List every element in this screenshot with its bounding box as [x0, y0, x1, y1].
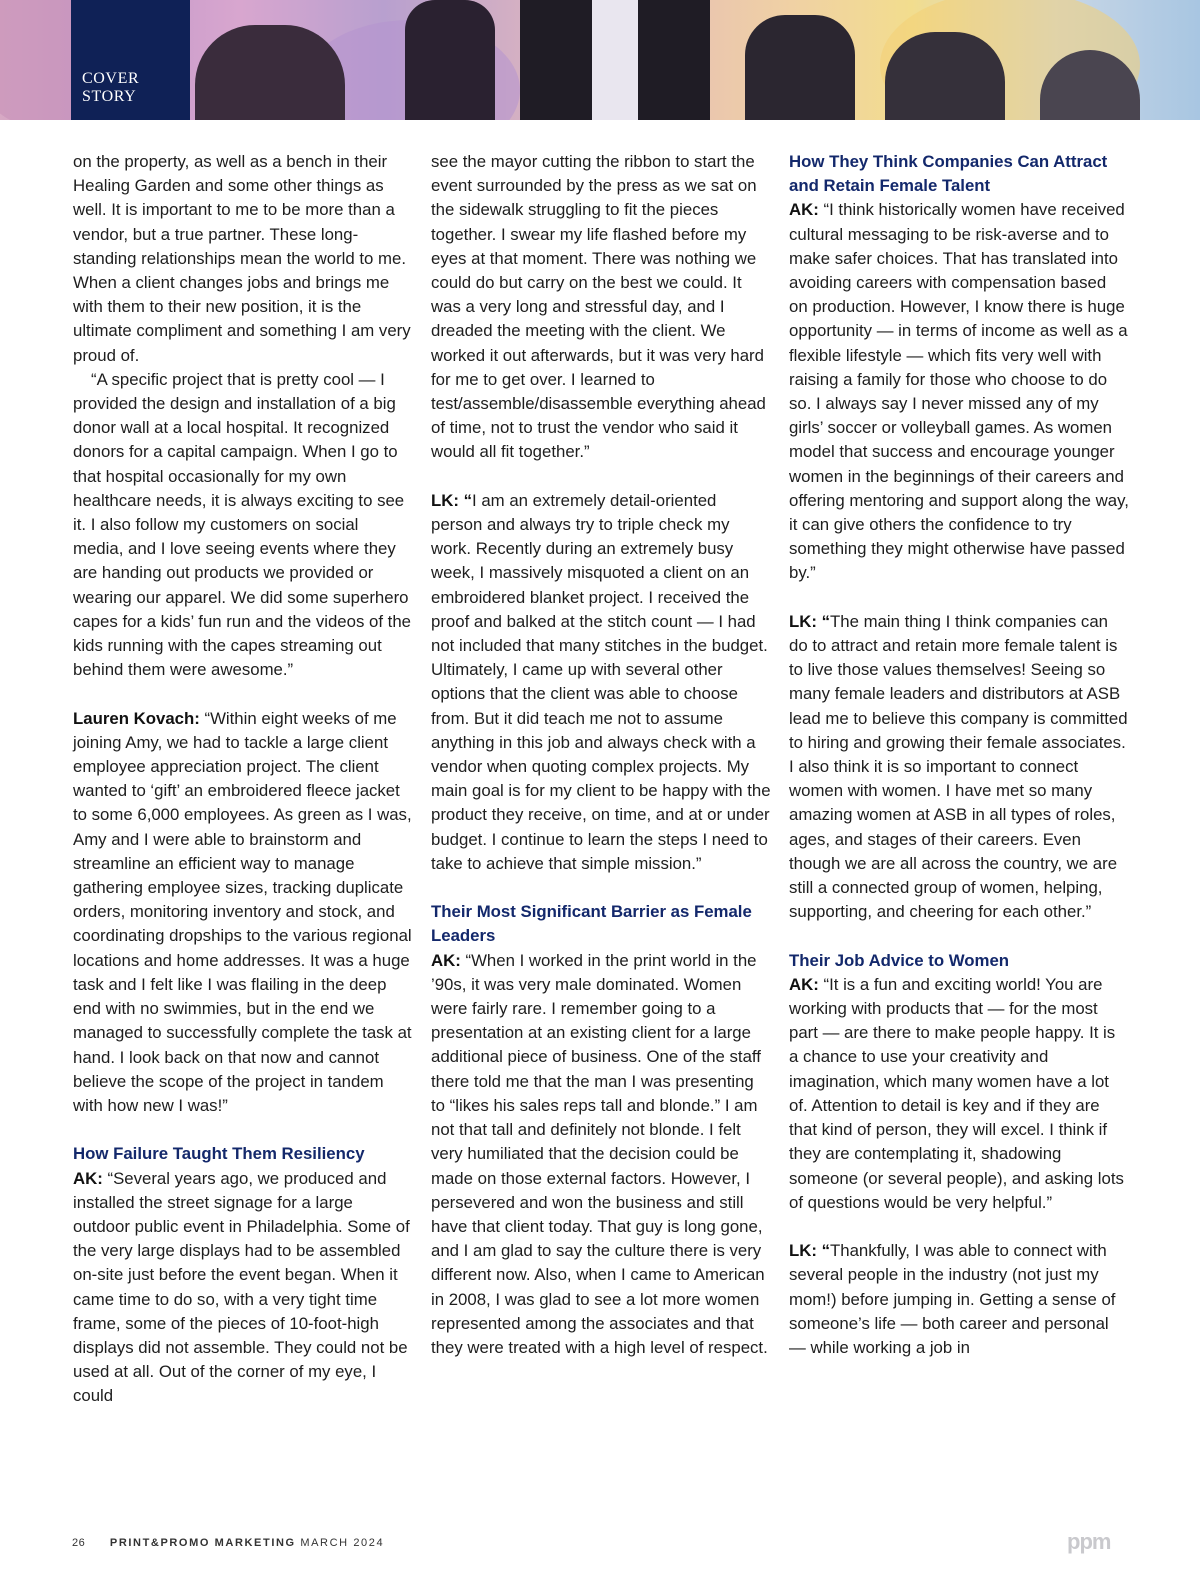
- paragraph-text: “Several years ago, we produced and installed the street signage for a large outdoor public event in Philadelphia. Some of the very large displays had to be assembled on-site just before the event began. When it came time to do so, with a very tight time frame, some of the pieces of 10-foot-high displays did not assemble. They could not be used at all. Out of the corner of my eye, I could: [73, 1168, 410, 1406]
- issue-date: MARCH 2024: [300, 1537, 385, 1549]
- speaker-name: LK: “: [789, 1241, 831, 1261]
- paragraph: [789, 610, 1129, 925]
- paragraph: [789, 973, 1129, 1215]
- paragraph-text: Thankfully, I was able to connect with several people in the industry (not just my mom!) before jumping in. Getting a sense of someone’s life — both career and personal — while working a job in: [789, 1241, 1116, 1357]
- paragraph: see the mayor cutting the ribbon to start the event surrounded by the press as we sat on the sidewalk struggling to fit the pieces together. I swear my life flashed before my eyes at that moment. There was nothing we could do but carry on the best we could. It was a very long and stressful day, and I dreaded the meeting with the client. We worked it out afterwards, but it was very hard for me to get over. I learned to test/assemble/disassemble everything ahead of time, not to trust the vendor who said it would all fit together.”: [431, 152, 766, 462]
- paragraph-text: “Within eight weeks of me joining Amy, we had to tackle a large client employee appreciation project. The client wanted to ‘gift’ an embroidered fleece jacket to some 6,000 employees. As green as I was, Amy and I were able to brainstorm and streamline an efficient way to manage gathering employee sizes, tracking duplicate orders, monitoring inventory and stock, and coordinating dropships to the various regional locations and home addresses. It was a huge task and I felt like I was flailing in the deep end with no swimmies, but in the end we managed to successfully complete the task at hand. I look back on that now and cannot believe the scope of the project in tandem with how new I was!”: [73, 708, 412, 1115]
- article-column-2: [431, 150, 771, 1360]
- paragraph: [789, 1239, 1129, 1360]
- cover-label-line2: STORY: [82, 88, 137, 105]
- banner-silhouette: [885, 32, 1005, 120]
- banner-shirt: [592, 0, 638, 120]
- page-number: 26: [72, 1537, 86, 1549]
- speaker-name: AK:: [789, 974, 819, 994]
- cover-label-line1: COVER: [82, 70, 140, 87]
- magazine-name: PRINT&PROMO MARKETING: [109, 1537, 296, 1549]
- section-heading: How Failure Taught Them Resiliency: [73, 1144, 365, 1164]
- speaker-name: Lauren Kovach:: [73, 708, 200, 728]
- speaker-name: LK: “: [431, 490, 473, 510]
- paragraph: “A specific project that is pretty cool — I provided the design and installation of a big donor wall at a local hospital. It recognized donors for a capital campaign. When I go to that hospital occasionally for my own healthcare needs, it is always exciting to see it. I also follow my customers on social media, and I love seeing events where they are handing out products we provided or wearing our apparel. We did some superhero capes for a kids’ fun run and the videos of the kids running with the capes streaming out behind them were awesome.”: [73, 369, 412, 680]
- paragraph: [431, 489, 771, 876]
- paragraph: [431, 949, 771, 1360]
- speaker-name: AK:: [789, 200, 819, 220]
- speaker-name: AK:: [431, 950, 461, 970]
- banner-silhouette: [745, 15, 855, 120]
- article-column-1: [73, 150, 413, 1409]
- section-heading: Their Most Significant Barrier as Female Leaders: [431, 902, 752, 946]
- paragraph: [73, 1167, 413, 1409]
- section-heading: Their Job Advice to Women: [789, 950, 1010, 970]
- article-column-3: [789, 150, 1129, 1360]
- paragraph: [73, 707, 413, 1118]
- speaker-name: AK:: [73, 1168, 103, 1188]
- banner-silhouette: [195, 25, 345, 120]
- cover-story-label: [71, 0, 190, 120]
- paragraph: on the property, as well as a bench in their Healing Garden and some other things as well. It is important to me to be more than a vendor, but a true partner. These long-standing relationships mean the world to me. When a client changes jobs and brings me with them to their new position, it is the ultimate compliment and something I am very proud of.: [73, 152, 411, 365]
- paragraph-text: “I think historically women have received cultural messaging to be risk-averse and to make safer choices. That has translated into avoiding careers with compensation based on production. However, I know there is huge opportunity — in terms of income as well as a flexible lifestyle — which fits very well with raising a family for those who choose to do so. I always say I never missed any of my girls’ soccer or volleyball games. As women model that success and encourage younger women in the beginnings of their careers and offering mentoring and support along the way, it can give others the confidence to try something they might otherwise have passed by.”: [789, 200, 1129, 583]
- paragraph: [789, 198, 1129, 585]
- page-footer: [72, 1537, 384, 1549]
- section-heading: How They Think Companies Can Attract and Retain Female Talent: [789, 152, 1108, 196]
- paragraph-text: The main thing I think companies can do to attract and retain more female talent is to live those values themselves! Seeing so many female leaders and distributors at ASB lead me to believe this company is committed to hiring and growing their female associates. I also think it is so important to connect women with women. I have met so many amazing women at ASB in all types of roles, ages, and stages of their careers. Even though we are all across the country, we are still a connected group of women, helping, supporting, and cheering for each other.”: [789, 611, 1128, 922]
- paragraph-text: “It is a fun and exciting world! You are working with products that — for the most part — are there to make people happy. It is a chance to use your creativity and imagination, which many women have a lot of. Attention to detail is key and if they are that kind of person, they will excel. I think if they are contemplating it, shadowing someone (or several people), and asking lots of questions would be very helpful.”: [789, 974, 1124, 1212]
- paragraph-text: “When I worked in the print world in the ’90s, it was very male dominated. Women were fairly rare. I remember going to a presentation at an existing client for a large additional piece of business. One of the staff there told me that the man I was presenting to “likes his sales reps tall and blonde.” I am not that tall and definitely not blonde. I felt very humiliated that the decision could be made on those external factors. However, I persevered and won the business and still have that client today. That guy is long gone, and I am glad to say the culture there is very different now. Also, when I came to American in 2008, I was glad to see a lot more women represented among the associates and that they were treated with a high level of respect.: [431, 950, 768, 1357]
- speaker-name: LK: “: [789, 611, 831, 631]
- banner-silhouette: [405, 0, 495, 120]
- ppm-logo: ppm: [1067, 1529, 1111, 1554]
- paragraph-text: I am an extremely detail-oriented person and always try to triple check my work. Recently during an extremely busy week, I massively misquoted a client on an embroidered blanket project. I received the proof and balked at the stitch count — I had not included that many stitches in the budget. Ultimately, I came up with several other options that the client was able to choose from. But it did teach me not to assume anything in this job and always check with a vendor when quoting complex projects. My main goal is for my client to be happy with the product they receive, on time, and at or under budget. I continue to learn the steps I need to take to achieve that simple mission.”: [431, 490, 771, 873]
